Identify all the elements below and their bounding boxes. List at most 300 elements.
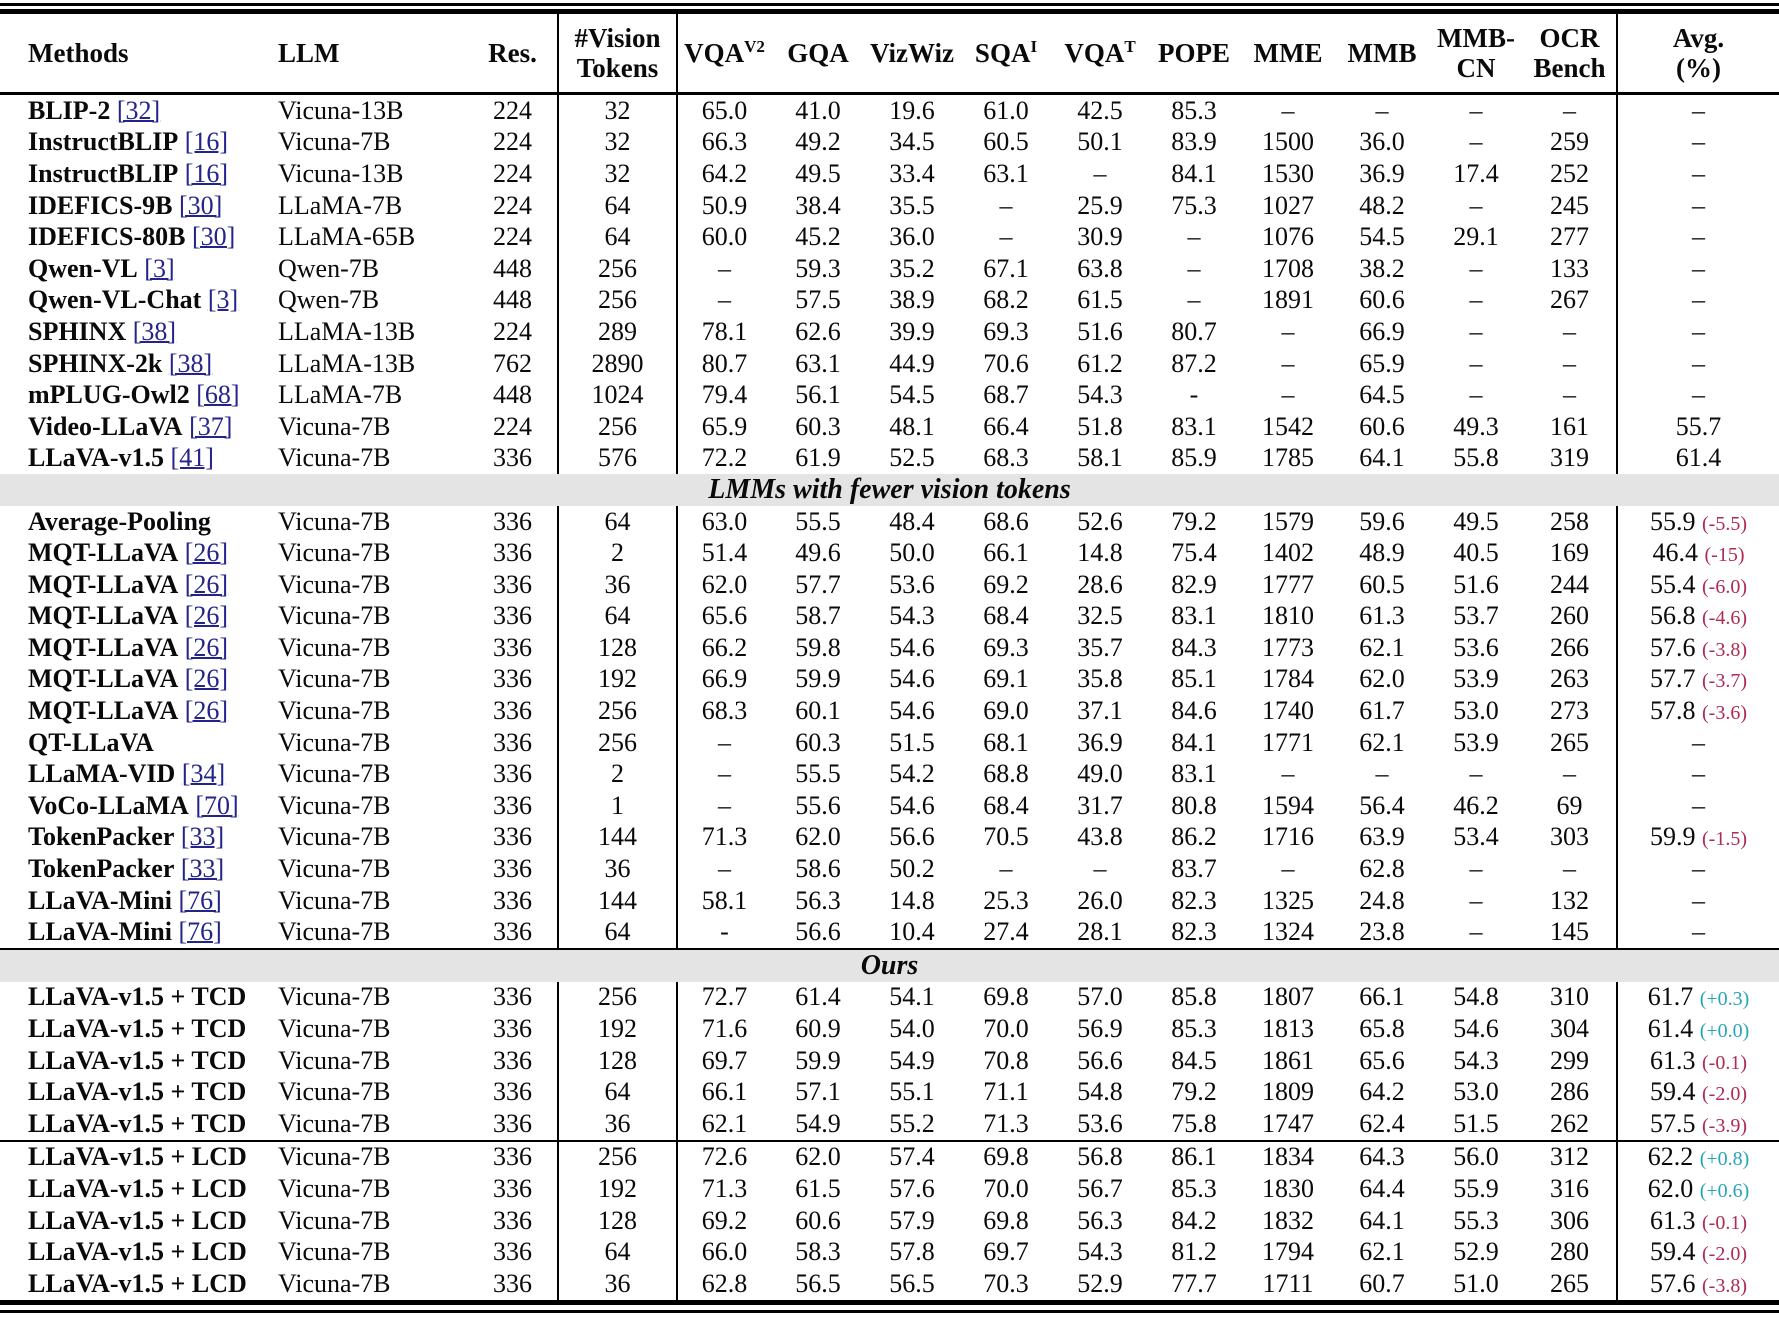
score-cell-mme: –: [1281, 348, 1295, 378]
section-band: [0, 474, 1779, 506]
score-cell-vizwiz: 39.9: [889, 316, 935, 346]
score-cell-vqa-v2: –: [677, 790, 771, 822]
score-cell-pope: 85.3: [1171, 1173, 1217, 1203]
score-cell-gqa: 59.3: [795, 253, 841, 283]
score-cell-mmb: 62.1: [1359, 632, 1405, 662]
score-cell-gqa: 49.5: [795, 158, 841, 188]
score-cell-ocr-bench: 265: [1550, 727, 1589, 757]
score-cell-mme: 1530: [1262, 158, 1314, 188]
score-cell-gqa: 56.3: [795, 885, 841, 915]
score-cell-mmb-cn: –: [1469, 380, 1483, 410]
score-cell-mmb: 65.6: [1359, 1045, 1405, 1075]
score-cell-vizwiz: 54.6: [889, 632, 935, 662]
citation-link[interactable]: [41]: [170, 443, 214, 473]
score-cell-sqa-i: 27.4: [983, 917, 1029, 947]
score-cell-vqa-v2: –: [677, 853, 771, 885]
score-cell-sqa-i: –: [999, 190, 1013, 220]
method-name: SPHINX: [28, 316, 127, 346]
method-cell: [0, 158, 278, 190]
avg-cell: [1617, 1268, 1779, 1300]
score-cell-mme: 1594: [1262, 790, 1314, 820]
table-row: [0, 1236, 1779, 1268]
score-cell-vqa-v2: 65.0: [677, 94, 771, 127]
avg-value: –: [1692, 190, 1705, 220]
avg-cell: [1617, 885, 1779, 917]
citation-link[interactable]: [26]: [184, 569, 229, 599]
column-header-sup: V2: [744, 36, 765, 56]
avg-value: 57.8: [1650, 696, 1696, 726]
score-cell-pope: 84.5: [1171, 1045, 1217, 1075]
score-cell-vizwiz: 36.0: [889, 222, 935, 252]
vision-tokens-cell: 256: [558, 695, 677, 727]
score-cell-vqa-v2: 66.3: [677, 127, 771, 159]
score-cell-pope: 80.8: [1171, 790, 1217, 820]
score-cell-mmb-cn: 54.8: [1453, 982, 1499, 1012]
avg-cell: [1617, 1236, 1779, 1268]
avg-cell: [1617, 601, 1779, 633]
res-cell: 336: [493, 885, 532, 915]
score-cell-mme: –: [1281, 759, 1295, 789]
score-cell-vqa-t: 30.9: [1077, 222, 1123, 252]
avg-delta-badge: (+0.6): [1699, 1179, 1750, 1202]
table-row: [0, 94, 1779, 127]
score-cell-pope: 75.4: [1171, 538, 1217, 568]
score-cell-sqa-i: 68.8: [983, 759, 1029, 789]
citation-link[interactable]: [76]: [178, 885, 222, 915]
score-cell-mmb-cn: –: [1469, 127, 1483, 157]
score-cell-pope: –: [1187, 222, 1201, 252]
score-cell-pope: 87.2: [1171, 348, 1217, 378]
method-cell: [0, 1076, 278, 1108]
avg-value: 46.4: [1652, 538, 1698, 568]
vision-tokens-cell: 64: [558, 506, 677, 538]
score-cell-mme: 1809: [1262, 1077, 1314, 1107]
res-cell: 336: [493, 917, 532, 947]
method-cell: [0, 221, 278, 253]
citation-link[interactable]: [33]: [180, 822, 225, 852]
method-name: LLaVA-v1.5 + TCD: [28, 982, 247, 1012]
llm-cell: Vicuna-7B: [278, 790, 391, 820]
res-cell: 448: [493, 285, 532, 315]
llm-cell: Vicuna-7B: [278, 727, 391, 757]
method-cell: [0, 853, 278, 885]
score-cell-mmb: 59.6: [1359, 506, 1405, 536]
res-cell: 224: [493, 316, 532, 346]
score-cell-vqa-t: 52.9: [1077, 1268, 1123, 1298]
avg-delta-badge: (-3.8): [1702, 1274, 1747, 1297]
score-cell-vizwiz: 38.9: [889, 285, 935, 315]
score-cell-vqa-v2: 69.7: [677, 1045, 771, 1077]
score-cell-vizwiz: 55.1: [889, 1077, 935, 1107]
method-cell: [0, 506, 278, 538]
score-cell-gqa: 58.6: [795, 854, 841, 884]
avg-cell: [1617, 982, 1779, 1014]
citation-link[interactable]: [33]: [180, 854, 225, 884]
score-cell-vqa-t: 54.3: [1077, 380, 1123, 410]
score-cell-mme: 1324: [1262, 917, 1314, 947]
column-header-avg: Avg. (%): [1617, 14, 1779, 94]
table-row: [0, 727, 1779, 759]
res-cell: 336: [493, 506, 532, 536]
res-cell: 224: [493, 190, 532, 220]
score-cell-pope: 82.3: [1171, 885, 1217, 915]
table-row: [0, 1076, 1779, 1108]
score-cell-gqa: 57.5: [795, 285, 841, 315]
citation-link[interactable]: [16]: [184, 158, 229, 188]
score-cell-mmb-cn: –: [1469, 285, 1483, 315]
avg-cell: [1617, 727, 1779, 759]
vision-tokens-cell: 32: [558, 127, 677, 159]
score-cell-sqa-i: 68.3: [983, 443, 1029, 473]
vision-tokens-cell: 256: [558, 285, 677, 317]
score-cell-mme: 1325: [1262, 885, 1314, 915]
score-cell-mmb-cn: 54.3: [1453, 1045, 1499, 1075]
citation-link[interactable]: [30]: [191, 222, 236, 252]
avg-value: 61.7: [1647, 982, 1694, 1012]
method-name: Qwen-VL-Chat: [28, 285, 202, 315]
res-cell: 336: [493, 854, 532, 884]
res-cell: 336: [493, 1108, 532, 1138]
method-name: SPHINX-2k: [28, 348, 163, 378]
method-name: TokenPacker: [28, 822, 175, 852]
score-cell-mmb-cn: 46.2: [1453, 790, 1499, 820]
method-name: MQT-LLaVA: [28, 696, 179, 726]
method-cell: [0, 537, 278, 569]
citation-link[interactable]: [30]: [178, 190, 223, 220]
score-cell-ocr-bench: –: [1563, 380, 1576, 410]
score-cell-mmb-cn: 51.5: [1453, 1108, 1499, 1138]
score-cell-vizwiz: 57.9: [889, 1205, 935, 1235]
citation-link[interactable]: [26]: [184, 696, 229, 726]
score-cell-vqa-v2: 66.9: [677, 664, 771, 696]
section-band-label: Ours: [0, 949, 1779, 982]
table-row: [0, 758, 1779, 790]
method-cell: [0, 916, 278, 949]
llm-cell: Vicuna-7B: [278, 885, 391, 915]
citation-link[interactable]: [26]: [184, 632, 229, 662]
vision-tokens-cell: 576: [558, 443, 677, 475]
score-cell-ocr-bench: 133: [1550, 253, 1589, 283]
table-row: [0, 348, 1779, 380]
vision-tokens-cell: 144: [558, 885, 677, 917]
score-cell-vqa-v2: –: [677, 253, 771, 285]
score-cell-vizwiz: 14.8: [889, 885, 935, 915]
score-cell-pope: 83.1: [1171, 411, 1217, 441]
vision-tokens-cell: 128: [558, 1045, 677, 1077]
avg-delta-badge: (-5.5): [1702, 512, 1747, 535]
res-cell: 224: [493, 95, 532, 125]
score-cell-sqa-i: 25.3: [983, 885, 1029, 915]
score-cell-mme: 1027: [1262, 190, 1314, 220]
column-header-methods: Methods: [0, 14, 278, 94]
score-cell-mme: 1810: [1262, 601, 1314, 631]
citation-link[interactable]: [3]: [144, 253, 175, 283]
method-name: MQT-LLaVA: [28, 601, 179, 631]
citation-link[interactable]: [32]: [116, 95, 161, 125]
score-cell-gqa: 60.6: [795, 1205, 841, 1235]
score-cell-vqa-v2: –: [677, 758, 771, 790]
score-cell-mmb-cn: 17.4: [1453, 158, 1499, 188]
score-cell-vqa-v2: 62.8: [677, 1268, 771, 1300]
score-cell-vqa-t: 35.7: [1077, 632, 1123, 662]
column-header-res: Res.: [468, 14, 558, 94]
method-name: Average-Pooling: [28, 506, 211, 536]
score-cell-mmb: 64.3: [1335, 1141, 1429, 1174]
score-cell-vqa-v2: 66.2: [677, 632, 771, 664]
score-cell-pope: 84.2: [1171, 1205, 1217, 1235]
avg-value: 59.4: [1650, 1237, 1696, 1267]
score-cell-ocr-bench: 312: [1523, 1141, 1617, 1174]
method-name: mPLUG-Owl2: [28, 380, 190, 410]
score-cell-vqa-v2: 69.2: [677, 1205, 771, 1237]
score-cell-mmb-cn: 54.6: [1453, 1014, 1499, 1044]
score-cell-ocr-bench: 262: [1550, 1108, 1589, 1138]
citation-link[interactable]: [38]: [168, 348, 213, 378]
avg-value: 55.9: [1650, 506, 1696, 536]
res-cell: 336: [493, 790, 532, 820]
avg-value: 57.6: [1650, 1268, 1696, 1298]
vision-tokens-cell: 32: [558, 158, 677, 190]
avg-cell: [1617, 853, 1779, 885]
citation-link[interactable]: [26]: [184, 601, 229, 631]
score-cell-ocr-bench: 263: [1550, 664, 1589, 694]
table-row: [0, 285, 1779, 317]
score-cell-mme: 1402: [1262, 538, 1314, 568]
avg-value: 57.6: [1650, 632, 1696, 662]
citation-link[interactable]: [3]: [207, 285, 239, 315]
score-cell-mmb: 60.6: [1359, 411, 1405, 441]
score-cell-gqa: 59.8: [795, 632, 841, 662]
method-name: LLaVA-v1.5 + LCD: [28, 1237, 247, 1267]
method-cell: [0, 1268, 278, 1300]
score-cell-gqa: 62.0: [771, 1141, 865, 1174]
method-cell: [0, 1013, 278, 1045]
llm-cell: Vicuna-7B: [278, 1141, 468, 1174]
method-cell: [0, 982, 278, 1014]
score-cell-vqa-t: 61.2: [1077, 348, 1123, 378]
score-cell-vqa-v2: 62.0: [677, 569, 771, 601]
score-cell-vqa-v2: 71.3: [677, 1173, 771, 1205]
table-row: [0, 127, 1779, 159]
table-bottom-inner-rule: [0, 1300, 1779, 1305]
score-cell-gqa: 56.5: [795, 1268, 841, 1298]
score-cell-vqa-t: 61.5: [1077, 285, 1123, 315]
avg-delta-badge: (-2.0): [1702, 1083, 1747, 1106]
citation-link[interactable]: [38]: [132, 316, 177, 346]
score-cell-mmb: 64.4: [1359, 1173, 1405, 1203]
score-cell-sqa-i: 67.1: [983, 253, 1029, 283]
method-cell: [0, 1045, 278, 1077]
avg-cell: [1617, 94, 1779, 127]
score-cell-sqa-i: 69.8: [959, 1141, 1053, 1174]
score-cell-vqa-v2: 71.3: [677, 822, 771, 854]
citation-link[interactable]: [76]: [178, 917, 222, 947]
avg-delta-badge: (-0.1): [1702, 1051, 1747, 1074]
avg-cell: [1617, 822, 1779, 854]
score-cell-sqa-i: 71.3: [983, 1108, 1029, 1138]
score-cell-mmb: 63.9: [1359, 822, 1405, 852]
score-cell-vqa-v2: 58.1: [677, 885, 771, 917]
score-cell-gqa: 60.9: [795, 1014, 841, 1044]
avg-value: 61.3: [1650, 1045, 1696, 1075]
citation-link[interactable]: [16]: [184, 127, 229, 157]
score-cell-gqa: 57.7: [795, 569, 841, 599]
avg-value: 61.4: [1647, 1014, 1694, 1044]
score-cell-sqa-i: 69.7: [983, 1237, 1029, 1267]
score-cell-sqa-i: 63.1: [983, 158, 1029, 188]
score-cell-mme: 1813: [1262, 1014, 1314, 1044]
score-cell-vqa-t: 35.8: [1077, 664, 1123, 694]
score-cell-vqa-v2: -: [677, 916, 771, 949]
score-cell-vqa-t: 43.8: [1077, 822, 1123, 852]
score-cell-sqa-i: 70.8: [983, 1045, 1029, 1075]
vision-tokens-cell: 256: [558, 411, 677, 443]
avg-value: –: [1692, 885, 1705, 915]
method-name: TokenPacker: [28, 854, 175, 884]
score-cell-vqa-t: 56.9: [1077, 1014, 1123, 1044]
score-cell-ocr-bench: 252: [1550, 158, 1589, 188]
avg-cell: [1617, 316, 1779, 348]
avg-value: –: [1692, 95, 1705, 125]
method-cell: [0, 1173, 278, 1205]
benchmark-results-table: [0, 14, 1779, 1300]
avg-value: –: [1692, 759, 1705, 789]
score-cell-vqa-v2: 66.0: [677, 1236, 771, 1268]
llm-cell: Vicuna-7B: [278, 822, 391, 852]
table-row: [0, 569, 1779, 601]
score-cell-vizwiz: 48.4: [889, 506, 935, 536]
score-cell-gqa: 58.3: [795, 1237, 841, 1267]
res-cell: 336: [493, 1173, 532, 1203]
method-name: IDEFICS-80B: [28, 222, 186, 252]
avg-cell: [1617, 1141, 1779, 1174]
res-cell: 336: [493, 759, 532, 789]
score-cell-gqa: 61.5: [795, 1173, 841, 1203]
avg-delta-badge: (-1.5): [1702, 828, 1747, 851]
table-row: [0, 1205, 1779, 1237]
score-cell-gqa: 38.4: [795, 190, 841, 220]
method-name: LLaVA-v1.5 + TCD: [28, 1045, 247, 1075]
score-cell-sqa-i: 61.0: [983, 95, 1029, 125]
llm-cell: Vicuna-13B: [278, 158, 404, 188]
method-cell: [0, 758, 278, 790]
score-cell-vqa-v2: 72.6: [677, 1141, 771, 1174]
avg-cell: [1617, 758, 1779, 790]
score-cell-sqa-i: 68.2: [983, 285, 1029, 315]
table-row: [0, 601, 1779, 633]
avg-cell: [1617, 569, 1779, 601]
score-cell-sqa-i: 69.8: [983, 1205, 1029, 1235]
score-cell-mme: 1794: [1262, 1237, 1314, 1267]
avg-cell: [1617, 190, 1779, 222]
table-bottom-outer-rule: [0, 1310, 1779, 1313]
score-cell-mme: 1542: [1262, 411, 1314, 441]
res-cell: 336: [493, 727, 532, 757]
vision-tokens-cell: 192: [558, 1013, 677, 1045]
citation-link[interactable]: [37]: [189, 411, 233, 441]
score-cell-gqa: 54.9: [795, 1108, 841, 1138]
res-cell: 224: [493, 127, 532, 157]
score-cell-vqa-t: 56.7: [1077, 1173, 1123, 1203]
column-header-mmb: MMB: [1335, 14, 1429, 94]
method-name: LLaVA-v1.5 + TCD: [28, 1108, 247, 1138]
vision-tokens-cell: 192: [558, 1173, 677, 1205]
score-cell-vqa-v2: 72.2: [677, 443, 771, 475]
score-cell-mmb-cn: 29.1: [1453, 222, 1499, 252]
score-cell-pope: 84.3: [1171, 632, 1217, 662]
score-cell-mmb-cn: 51.6: [1453, 569, 1499, 599]
method-name: LLaMA-VID: [28, 759, 176, 789]
vision-tokens-cell: 1: [558, 790, 677, 822]
score-cell-vqa-t: 37.1: [1077, 696, 1123, 726]
score-cell-mmb: 65.9: [1359, 348, 1405, 378]
avg-value: 59.4: [1650, 1077, 1696, 1107]
score-cell-vizwiz: 54.6: [889, 664, 935, 694]
column-header-llm: LLM: [278, 14, 468, 94]
method-cell: [0, 94, 278, 127]
score-cell-mme: 1740: [1262, 696, 1314, 726]
citation-link[interactable]: [26]: [184, 538, 229, 568]
score-cell-mme: 1891: [1262, 285, 1314, 315]
llm-cell: Vicuna-7B: [278, 1045, 391, 1075]
method-name: LLaVA-v1.5 + LCD: [28, 1173, 247, 1203]
score-cell-ocr-bench: 265: [1550, 1268, 1589, 1298]
vision-tokens-cell: 64: [558, 190, 677, 222]
avg-delta-badge: (-6.0): [1702, 575, 1747, 598]
method-name: Qwen-VL: [28, 253, 138, 283]
method-cell: [0, 632, 278, 664]
avg-value: –: [1692, 285, 1705, 315]
citation-link[interactable]: [34]: [181, 759, 226, 789]
method-name: LLaVA-v1.5 + LCD: [28, 1268, 247, 1298]
score-cell-sqa-i: 70.3: [983, 1268, 1029, 1298]
method-cell: [0, 727, 278, 759]
score-cell-ocr-bench: 259: [1550, 127, 1589, 157]
score-cell-vqa-v2: –: [677, 285, 771, 317]
citation-link[interactable]: [26]: [184, 664, 229, 694]
score-cell-mmb-cn: 53.0: [1453, 696, 1499, 726]
score-cell-mmb: –: [1375, 95, 1389, 125]
score-cell-pope: 84.1: [1171, 158, 1217, 188]
method-name: VoCo-LLaMA: [28, 790, 189, 820]
score-cell-sqa-i: 70.5: [983, 822, 1029, 852]
score-cell-vqa-v2: 51.4: [677, 537, 771, 569]
column-header-vqa-t: $VQA^T$: [1053, 14, 1147, 94]
table-row: [0, 632, 1779, 664]
vision-tokens-cell: 64: [558, 221, 677, 253]
citation-link[interactable]: [68]: [196, 380, 240, 410]
score-cell-vizwiz: 57.6: [889, 1173, 935, 1203]
score-cell-gqa: 60.3: [795, 727, 841, 757]
vision-tokens-cell: 256: [558, 727, 677, 759]
column-header-vision-tokens: #Vision Tokens: [558, 14, 677, 94]
score-cell-mmb: 24.8: [1359, 885, 1405, 915]
citation-link[interactable]: [70]: [195, 790, 239, 820]
score-cell-vqa-t: 56.3: [1077, 1205, 1123, 1235]
avg-delta-badge: (+0.8): [1699, 1148, 1750, 1171]
score-cell-ocr-bench: 303: [1550, 822, 1589, 852]
vision-tokens-cell: 256: [558, 982, 677, 1014]
vision-tokens-cell: 128: [558, 1205, 677, 1237]
score-cell-pope: 83.9: [1171, 127, 1217, 157]
score-cell-gqa: 61.9: [795, 443, 841, 473]
score-cell-sqa-i: 68.7: [983, 380, 1029, 410]
score-cell-vqa-t: 50.1: [1077, 127, 1123, 157]
score-cell-vqa-t: 58.1: [1077, 443, 1123, 473]
vision-tokens-cell: 2: [558, 758, 677, 790]
vision-tokens-cell: 64: [558, 601, 677, 633]
method-name: LLaVA-Mini: [28, 885, 172, 915]
